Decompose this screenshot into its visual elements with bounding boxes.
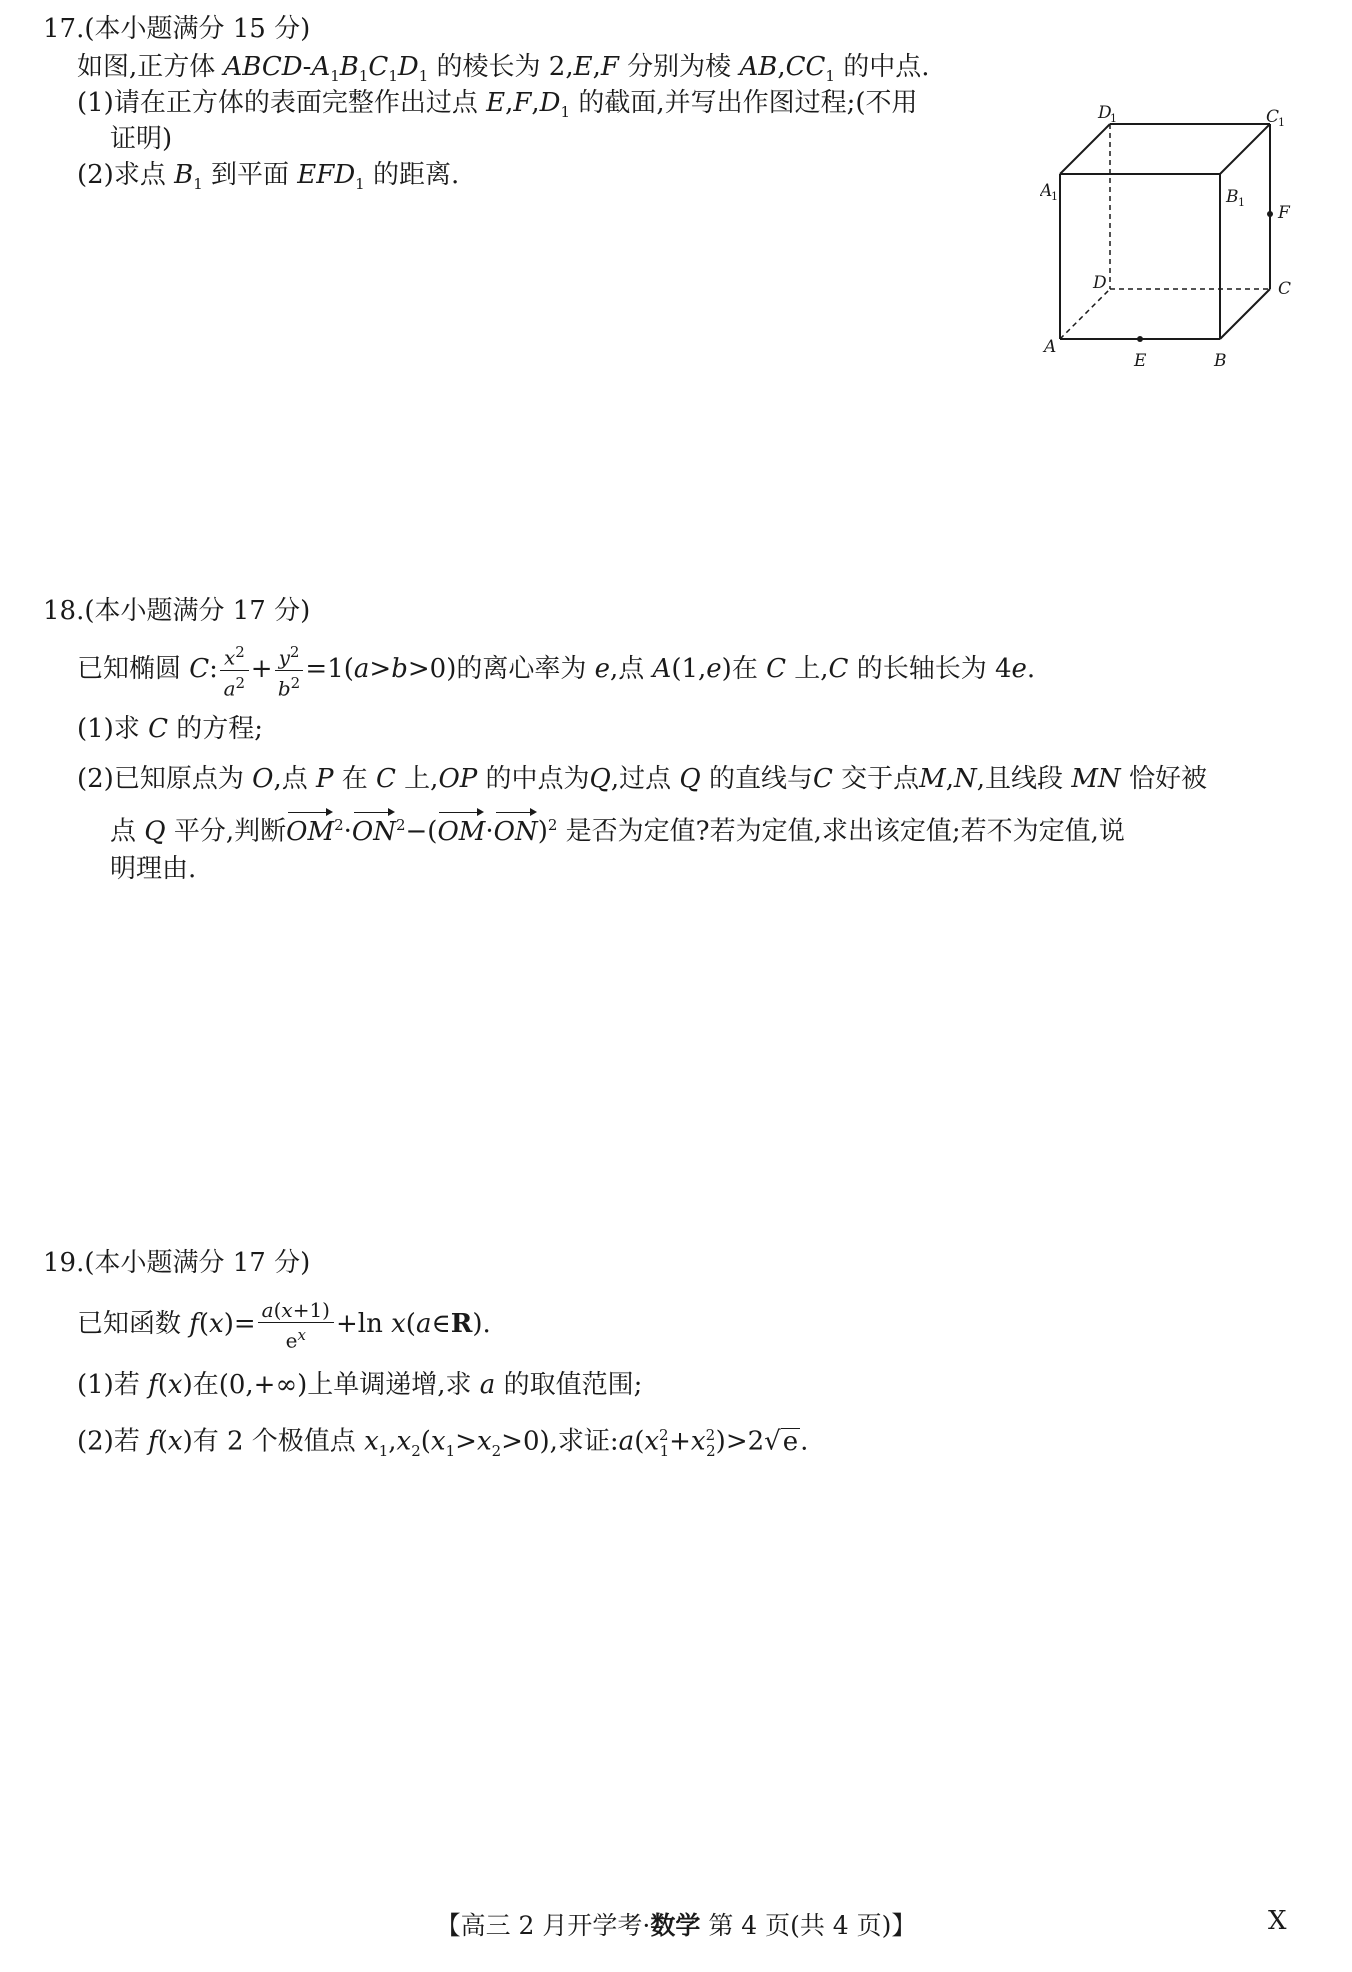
q18-part2-end: 明理由. xyxy=(110,854,197,884)
cube-figure xyxy=(1040,104,1320,374)
label-e: E xyxy=(1134,351,1147,371)
footer-subject: 数学 xyxy=(650,1911,701,1940)
q17-header: 17.(本小题满分 15 分) xyxy=(43,14,311,44)
q18-intro: 已知椭圆 C: $\frac{x^2}{a^2}$ + $\frac{y^2}{b^2}$ =1(a>b>0)的离心率为 e,点 A(1,e)在 C 上,C 的长轴长为 4e. xyxy=(77,640,1035,700)
edge-a1d1 xyxy=(1060,124,1110,174)
label-a1: A xyxy=(1040,181,1053,201)
label-b: B xyxy=(1214,351,1227,371)
label-d1: D xyxy=(1098,104,1112,123)
q19-part1: (1)若 f(x)在(0,+∞)上单调递增,求 a 的取值范围; xyxy=(77,1370,643,1400)
point-f xyxy=(1267,211,1273,217)
q19-header: 19.(本小题满分 17 分) xyxy=(43,1248,311,1278)
q17-part1: (1)请在正方体的表面完整作出过点 $E,F,D_1$ 的截面,并写出作图过程;(不用 xyxy=(77,88,918,122)
page-footer: 【高三 2 月开学考·数学 第 4 页(共 4 页)】 xyxy=(435,1911,917,1940)
q17-part1-cont: 证明) xyxy=(110,124,173,154)
label-f: F xyxy=(1278,203,1290,223)
label-d: D xyxy=(1093,273,1107,293)
q19-intro: 已知函数 f(x)= $\frac{a(x+1)}{e^x}$ +ln x(a∈R). xyxy=(77,1297,491,1353)
label-b1: B xyxy=(1226,187,1239,207)
q18-header: 18.(本小题满分 17 分) xyxy=(43,596,311,626)
footer-exam: 【高三 2 月开学考 xyxy=(435,1911,643,1940)
point-e xyxy=(1137,336,1143,342)
q18-part2-cont: 点 Q 平分,判断$OM^2\cdot ON^2-(OM\cdot ON)^2$ 是否为定值?若为定值,求出该定值;若不为定值,说 xyxy=(110,816,1125,847)
label-c: C xyxy=(1278,279,1292,299)
label-c1-sub: 1 xyxy=(1278,116,1285,129)
q17-intro: 如图,正方体 ABCD-$A_1B_1C_1D_1$ 的棱长为 2,E,F 分别为棱 $AB,CC_1$ 的中点. xyxy=(77,52,930,86)
footer-page: 第 4 页(共 4 页)】 xyxy=(708,1911,917,1940)
q18-part1: (1)求 C 的方程; xyxy=(77,714,264,744)
label-a1-sub: 1 xyxy=(1051,190,1058,203)
label-c1: C xyxy=(1266,107,1280,127)
label-a: A xyxy=(1044,337,1057,357)
edge-b1c1 xyxy=(1220,124,1270,174)
edge-bc xyxy=(1220,289,1270,339)
edge-ad-hidden xyxy=(1060,289,1110,339)
label-d1-sub: 1 xyxy=(1110,112,1117,125)
version-mark: X xyxy=(1268,1906,1287,1936)
q19-part2: (2)若 f(x)有 2 个极值点 $x_1,x_2(x_1>x_2>0)$,求证$:a(x^2_1+x^2_2)>2√e$. xyxy=(77,1426,809,1460)
label-b1-sub: 1 xyxy=(1238,196,1245,209)
q17-part2: (2)求点 $B_1$ 到平面 $EFD_1$ 的距离. xyxy=(77,160,460,194)
q18-part2: (2)已知原点为 O,点 P 在 C 上,OP 的中点为Q,过点 Q 的直线与C 交于点M,N,且线段 MN 恰好被 xyxy=(77,764,1207,794)
